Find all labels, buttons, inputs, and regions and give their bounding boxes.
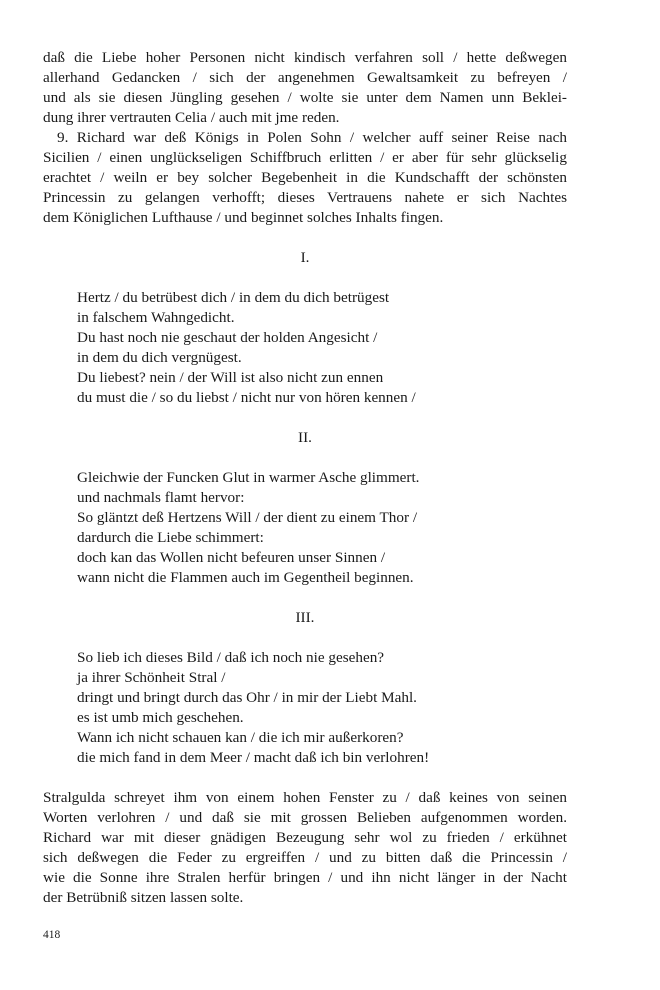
- spacer: [43, 268, 567, 288]
- verse-line: wann nicht die Flammen auch im Gegentheil beginnen.: [77, 569, 414, 586]
- spacer: [43, 588, 567, 608]
- page-body: [43, 48, 567, 908]
- text-line: und als sie diesen Jüngling gesehen / wolte sie unter dem Namen unn Beklei-: [43, 89, 567, 106]
- verse-line: ja ihrer Schönheit Stral /: [77, 669, 226, 686]
- text-line: Richard war mit dieser gnädigen Bezeugung sehr wol zu frieden / erkühnet: [43, 829, 567, 846]
- paragraph-2: [43, 128, 567, 228]
- spacer: [43, 628, 567, 648]
- spacer: [43, 408, 567, 428]
- stanza-number: III.: [295, 609, 315, 626]
- stanza-number: II.: [298, 429, 312, 446]
- verse-line: So lieb ich dieses Bild / daß ich noch nie gesehen?: [77, 649, 385, 666]
- text-line: dung ihrer vertrauten Celia / auch mit jme reden.: [43, 109, 340, 126]
- verse-line: die mich fand in dem Meer / macht daß ich bin verlohren!: [77, 749, 430, 766]
- text-line: dem Königlichen Lufthause / und beginnet solches Inhalts fingen.: [43, 209, 444, 226]
- page-number: 418: [43, 929, 61, 941]
- verse-line: dringt und bringt durch das Ohr / in mir der Liebt Mahl.: [77, 689, 417, 706]
- text-line: der Betrübniß sitzen lassen solte.: [43, 889, 244, 906]
- stanza-verse: [43, 468, 567, 588]
- spacer: [43, 768, 567, 788]
- stanza-verse: [43, 648, 567, 768]
- text-line: Worten verlohren / und daß sie mit grossen Belieben aufgenommen worden.: [43, 809, 567, 826]
- verse-line: und nachmals flamt hervor:: [77, 489, 245, 506]
- verse-line: in falschem Wahngedicht.: [77, 309, 235, 326]
- verse-line: du must die / so du liebst / nicht nur von hören kennen /: [77, 389, 416, 406]
- verse-line: Du liebest? nein / der Will ist also nicht zun ennen: [77, 369, 384, 386]
- stanza-3: [43, 608, 567, 768]
- verse-line: in dem du dich vergnügest.: [77, 349, 242, 366]
- verse-line: Gleichwie der Funcken Glut in warmer Asche glimmert.: [77, 469, 420, 486]
- text-line: allerhand Gedancken / sich der angenehmen Gewaltsamkeit zu befreyen /: [43, 69, 567, 86]
- stanza-2: [43, 428, 567, 588]
- text-line: Princessin zu gelangen verhofft; dieses Vertrauens nahete er sich Nachtes: [43, 189, 567, 206]
- verse-line: Hertz / du betrübest dich / in dem du dich betrügest: [77, 289, 390, 306]
- verse-line: So gläntzt deß Hertzens Will / der dient zu einem Thor /: [77, 509, 418, 526]
- text-line: 9. Richard war deß Königs in Polen Sohn / welcher auff seiner Reise nach: [57, 129, 567, 146]
- text-line: daß die Liebe hoher Personen nicht kindisch verfahren soll / hette deßwegen: [43, 49, 567, 66]
- text-line: Sicilien / einen unglückseligen Schiffbruch erlitten / er aber für sehr glückselig: [43, 149, 567, 166]
- text-line: wie die Sonne ihre Stralen herfür bringen / und ihn nicht länger in der Nacht: [43, 869, 567, 886]
- stanza-1: [43, 248, 567, 408]
- text-line: sich deßwegen die Feder zu ergreiffen / und zu bitten daß die Princessin /: [43, 849, 567, 866]
- text-line: Stralgulda schreyet ihm von einem hohen Fenster zu / daß keines von seinen: [43, 789, 567, 806]
- verse-line: es ist umb mich geschehen.: [77, 709, 244, 726]
- spacer: [43, 228, 567, 248]
- verse-line: dardurch die Liebe schimmert:: [77, 529, 264, 546]
- spacer: [43, 448, 567, 468]
- paragraph-3: [43, 788, 567, 908]
- stanza-verse: [43, 288, 567, 408]
- text-line: erachtet / weiln er bey solcher Begebenheit in die Kundschafft der schönsten: [43, 169, 567, 186]
- stanza-number: I.: [300, 249, 310, 266]
- paragraph-1: [43, 48, 567, 128]
- verse-line: doch kan das Wollen nicht befeuren unser Sinnen /: [77, 549, 386, 566]
- verse-line: Wann ich nicht schauen kan / die ich mir außerkoren?: [77, 729, 404, 746]
- verse-line: Du hast noch nie geschaut der holden Angesicht /: [77, 329, 378, 346]
